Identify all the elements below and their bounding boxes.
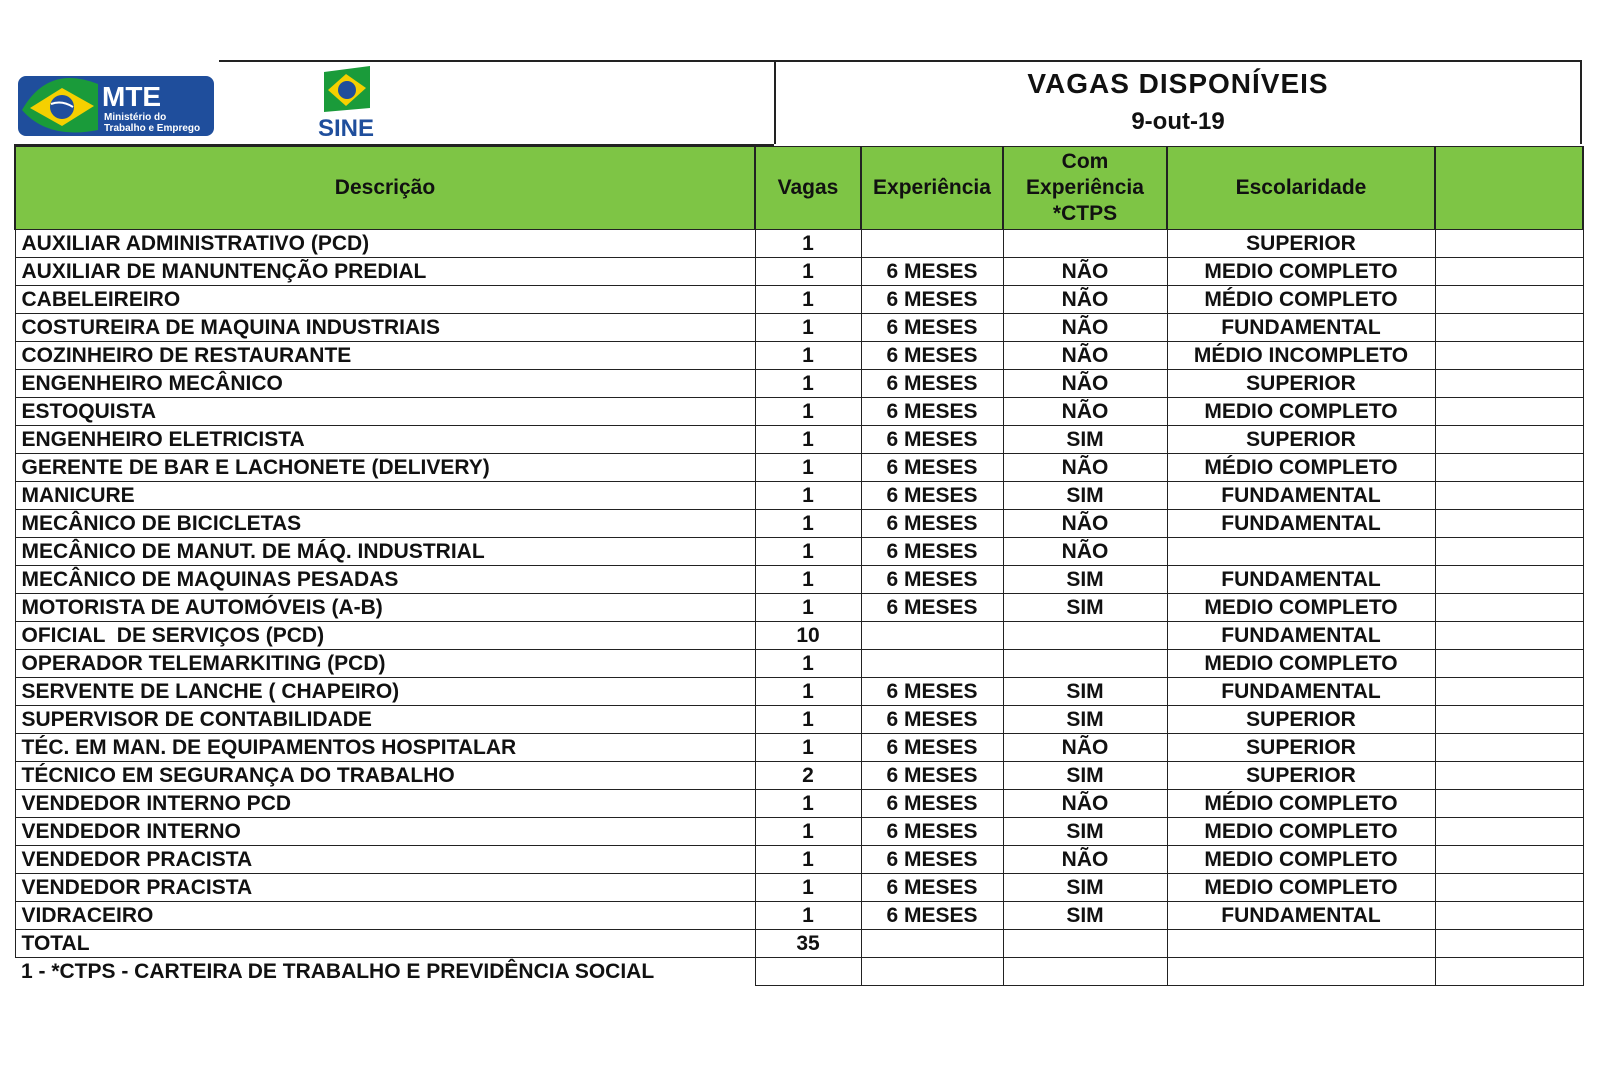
cell-extra bbox=[1435, 650, 1583, 678]
cell-descricao: GERENTE DE BAR E LACHONETE (DELIVERY) bbox=[15, 454, 755, 482]
sheet-header bbox=[14, 60, 1582, 146]
table-row bbox=[15, 314, 1583, 342]
cell-empty bbox=[1003, 958, 1167, 986]
cell-escolaridade: MÉDIO COMPLETO bbox=[1167, 790, 1435, 818]
cell-ctps: NÃO bbox=[1003, 790, 1167, 818]
cell-experiencia: 6 MESES bbox=[861, 594, 1003, 622]
cell-descricao: OPERADOR TELEMARKITING (PCD) bbox=[15, 650, 755, 678]
table-row bbox=[15, 426, 1583, 454]
cell-vagas: 1 bbox=[755, 230, 861, 258]
table-row bbox=[15, 790, 1583, 818]
cell-extra bbox=[1435, 370, 1583, 398]
cell-vagas: 1 bbox=[755, 482, 861, 510]
cell-experiencia: 6 MESES bbox=[861, 818, 1003, 846]
table-body bbox=[15, 230, 1583, 986]
cell-escolaridade: MEDIO COMPLETO bbox=[1167, 398, 1435, 426]
cell-extra bbox=[1435, 230, 1583, 258]
cell-ctps: NÃO bbox=[1003, 510, 1167, 538]
logo-area bbox=[14, 60, 774, 146]
cell-ctps: SIM bbox=[1003, 426, 1167, 454]
cell-extra bbox=[1435, 398, 1583, 426]
cell-experiencia: 6 MESES bbox=[861, 342, 1003, 370]
col-header-ctps-line1: Com bbox=[1061, 150, 1109, 173]
cell-ctps: NÃO bbox=[1003, 286, 1167, 314]
cell-extra bbox=[1435, 538, 1583, 566]
cell-experiencia: 6 MESES bbox=[861, 314, 1003, 342]
cell-extra bbox=[1435, 454, 1583, 482]
cell-descricao: OFICIAL DE SERVIÇOS (PCD) bbox=[15, 622, 755, 650]
cell-ctps: SIM bbox=[1003, 706, 1167, 734]
sine-logo-acronym: SINE bbox=[317, 115, 375, 142]
vacancies-sheet bbox=[14, 60, 1582, 986]
cell-vagas: 1 bbox=[755, 818, 861, 846]
cell-descricao: MECÂNICO DE MAQUINAS PESADAS bbox=[15, 566, 755, 594]
total-label: TOTAL bbox=[15, 930, 755, 958]
cell-vagas: 1 bbox=[755, 594, 861, 622]
cell-experiencia: 6 MESES bbox=[861, 566, 1003, 594]
cell-extra bbox=[1435, 258, 1583, 286]
footnote: 1 - *CTPS - CARTEIRA DE TRABALHO E PREVIDÊNCIA SOCIAL bbox=[15, 958, 755, 986]
cell-escolaridade: MEDIO COMPLETO bbox=[1167, 650, 1435, 678]
cell-escolaridade: SUPERIOR bbox=[1167, 762, 1435, 790]
col-header-extra bbox=[1435, 147, 1583, 230]
cell-escolaridade: MÉDIO INCOMPLETO bbox=[1167, 342, 1435, 370]
cell-experiencia: 6 MESES bbox=[861, 538, 1003, 566]
cell-extra bbox=[1435, 622, 1583, 650]
cell-descricao: SUPERVISOR DE CONTABILIDADE bbox=[15, 706, 755, 734]
table-row bbox=[15, 482, 1583, 510]
cell-ctps: SIM bbox=[1003, 566, 1167, 594]
cell-descricao: TÉC. EM MAN. DE EQUIPAMENTOS HOSPITALAR bbox=[15, 734, 755, 762]
cell-vagas: 1 bbox=[755, 734, 861, 762]
cell-experiencia bbox=[861, 622, 1003, 650]
divider bbox=[14, 144, 774, 146]
cell-extra bbox=[1435, 902, 1583, 930]
cell-vagas: 1 bbox=[755, 426, 861, 454]
cell-ctps: SIM bbox=[1003, 678, 1167, 706]
cell-escolaridade: MEDIO COMPLETO bbox=[1167, 818, 1435, 846]
cell-experiencia bbox=[861, 230, 1003, 258]
col-header-ctps-line2: Experiência bbox=[1026, 176, 1144, 199]
table-row bbox=[15, 706, 1583, 734]
cell-experiencia: 6 MESES bbox=[861, 258, 1003, 286]
table-row bbox=[15, 286, 1583, 314]
cell-escolaridade bbox=[1167, 538, 1435, 566]
sine-logo bbox=[304, 64, 388, 146]
cell-experiencia: 6 MESES bbox=[861, 790, 1003, 818]
table-row bbox=[15, 594, 1583, 622]
cell-empty bbox=[1435, 930, 1583, 958]
cell-descricao: VIDRACEIRO bbox=[15, 902, 755, 930]
table-row bbox=[15, 566, 1583, 594]
cell-escolaridade: MÉDIO COMPLETO bbox=[1167, 454, 1435, 482]
page-date: 9-out-19 bbox=[1131, 108, 1225, 135]
cell-escolaridade: SUPERIOR bbox=[1167, 230, 1435, 258]
table-row bbox=[15, 398, 1583, 426]
cell-descricao: AUXILIAR ADMINISTRATIVO (PCD) bbox=[15, 230, 755, 258]
cell-escolaridade: FUNDAMENTAL bbox=[1167, 314, 1435, 342]
cell-empty bbox=[1003, 930, 1167, 958]
cell-ctps: NÃO bbox=[1003, 398, 1167, 426]
cell-extra bbox=[1435, 762, 1583, 790]
table-header-row bbox=[15, 147, 1583, 230]
cell-vagas: 1 bbox=[755, 874, 861, 902]
cell-vagas: 1 bbox=[755, 286, 861, 314]
cell-vagas: 1 bbox=[755, 650, 861, 678]
cell-ctps: NÃO bbox=[1003, 454, 1167, 482]
cell-extra bbox=[1435, 594, 1583, 622]
cell-experiencia: 6 MESES bbox=[861, 706, 1003, 734]
cell-descricao: MECÂNICO DE BICICLETAS bbox=[15, 510, 755, 538]
sine-flag-globe-icon bbox=[338, 81, 356, 99]
table-row bbox=[15, 258, 1583, 286]
cell-escolaridade: FUNDAMENTAL bbox=[1167, 902, 1435, 930]
cell-vagas: 2 bbox=[755, 762, 861, 790]
cell-descricao: SERVENTE DE LANCHE ( CHAPEIRO) bbox=[15, 678, 755, 706]
cell-experiencia: 6 MESES bbox=[861, 398, 1003, 426]
page-title: VAGAS DISPONÍVEIS bbox=[1027, 68, 1329, 99]
cell-extra bbox=[1435, 678, 1583, 706]
cell-extra bbox=[1435, 706, 1583, 734]
cell-ctps: NÃO bbox=[1003, 538, 1167, 566]
cell-vagas: 1 bbox=[755, 678, 861, 706]
cell-escolaridade: SUPERIOR bbox=[1167, 734, 1435, 762]
cell-empty bbox=[861, 958, 1003, 986]
cell-ctps: NÃO bbox=[1003, 314, 1167, 342]
cell-empty bbox=[1167, 958, 1435, 986]
cell-experiencia: 6 MESES bbox=[861, 370, 1003, 398]
cell-vagas: 1 bbox=[755, 902, 861, 930]
mte-logo bbox=[18, 70, 218, 142]
cell-extra bbox=[1435, 482, 1583, 510]
table-row bbox=[15, 230, 1583, 258]
cell-ctps: SIM bbox=[1003, 818, 1167, 846]
cell-empty bbox=[1167, 930, 1435, 958]
cell-experiencia: 6 MESES bbox=[861, 286, 1003, 314]
mte-logo-line2: Trabalho e Emprego bbox=[104, 123, 201, 134]
cell-descricao: COZINHEIRO DE RESTAURANTE bbox=[15, 342, 755, 370]
cell-experiencia: 6 MESES bbox=[861, 762, 1003, 790]
flag-globe-icon bbox=[50, 95, 74, 119]
table-row bbox=[15, 650, 1583, 678]
cell-escolaridade: FUNDAMENTAL bbox=[1167, 510, 1435, 538]
cell-vagas: 1 bbox=[755, 398, 861, 426]
cell-escolaridade: MEDIO COMPLETO bbox=[1167, 594, 1435, 622]
cell-ctps: NÃO bbox=[1003, 370, 1167, 398]
cell-empty bbox=[755, 958, 861, 986]
cell-escolaridade: FUNDAMENTAL bbox=[1167, 482, 1435, 510]
cell-descricao: ENGENHEIRO MECÂNICO bbox=[15, 370, 755, 398]
cell-experiencia: 6 MESES bbox=[861, 482, 1003, 510]
cell-descricao: COSTUREIRA DE MAQUINA INDUSTRIAIS bbox=[15, 314, 755, 342]
cell-ctps: SIM bbox=[1003, 482, 1167, 510]
cell-vagas: 1 bbox=[755, 566, 861, 594]
cell-descricao: VENDEDOR PRACISTA bbox=[15, 846, 755, 874]
cell-vagas: 1 bbox=[755, 342, 861, 370]
cell-empty bbox=[861, 930, 1003, 958]
table-row bbox=[15, 622, 1583, 650]
cell-vagas: 1 bbox=[755, 454, 861, 482]
cell-ctps: SIM bbox=[1003, 762, 1167, 790]
cell-vagas: 1 bbox=[755, 510, 861, 538]
cell-ctps: NÃO bbox=[1003, 342, 1167, 370]
cell-extra bbox=[1435, 874, 1583, 902]
mte-logo-line1: Ministério do bbox=[104, 112, 167, 123]
cell-descricao: VENDEDOR PRACISTA bbox=[15, 874, 755, 902]
cell-ctps: SIM bbox=[1003, 594, 1167, 622]
col-header-ctps bbox=[1003, 147, 1167, 230]
cell-ctps bbox=[1003, 650, 1167, 678]
mte-logo-acronym: MTE bbox=[102, 81, 162, 112]
cell-vagas: 1 bbox=[755, 706, 861, 734]
table-row bbox=[15, 538, 1583, 566]
cell-experiencia: 6 MESES bbox=[861, 846, 1003, 874]
title-box bbox=[774, 60, 1582, 144]
cell-vagas: 1 bbox=[755, 846, 861, 874]
col-header-experiencia: Experiência bbox=[861, 147, 1003, 230]
cell-escolaridade: SUPERIOR bbox=[1167, 370, 1435, 398]
table-row bbox=[15, 846, 1583, 874]
cell-descricao: TÉCNICO EM SEGURANÇA DO TRABALHO bbox=[15, 762, 755, 790]
col-header-descricao: Descrição bbox=[15, 147, 755, 230]
cell-ctps: NÃO bbox=[1003, 734, 1167, 762]
cell-experiencia: 6 MESES bbox=[861, 734, 1003, 762]
cell-experiencia: 6 MESES bbox=[861, 426, 1003, 454]
cell-extra bbox=[1435, 734, 1583, 762]
cell-experiencia: 6 MESES bbox=[861, 874, 1003, 902]
cell-empty bbox=[1435, 958, 1583, 986]
col-header-ctps-line3: *CTPS bbox=[1052, 202, 1118, 225]
cell-ctps: NÃO bbox=[1003, 258, 1167, 286]
table-row bbox=[15, 370, 1583, 398]
divider bbox=[219, 60, 774, 62]
cell-experiencia: 6 MESES bbox=[861, 678, 1003, 706]
cell-descricao: MANICURE bbox=[15, 482, 755, 510]
total-vagas: 35 bbox=[755, 930, 861, 958]
cell-vagas: 1 bbox=[755, 370, 861, 398]
cell-experiencia: 6 MESES bbox=[861, 902, 1003, 930]
cell-ctps bbox=[1003, 230, 1167, 258]
table-row bbox=[15, 678, 1583, 706]
table-row bbox=[15, 342, 1583, 370]
cell-extra bbox=[1435, 818, 1583, 846]
cell-extra bbox=[1435, 566, 1583, 594]
cell-escolaridade: SUPERIOR bbox=[1167, 426, 1435, 454]
cell-escolaridade: MEDIO COMPLETO bbox=[1167, 846, 1435, 874]
cell-vagas: 1 bbox=[755, 258, 861, 286]
cell-vagas: 1 bbox=[755, 314, 861, 342]
cell-ctps: NÃO bbox=[1003, 846, 1167, 874]
cell-vagas: 10 bbox=[755, 622, 861, 650]
cell-escolaridade: FUNDAMENTAL bbox=[1167, 566, 1435, 594]
cell-extra bbox=[1435, 846, 1583, 874]
table-row bbox=[15, 762, 1583, 790]
cell-vagas: 1 bbox=[755, 790, 861, 818]
vacancies-table bbox=[14, 146, 1584, 986]
col-header-escolaridade: Escolaridade bbox=[1167, 147, 1435, 230]
cell-ctps: SIM bbox=[1003, 874, 1167, 902]
cell-extra bbox=[1435, 426, 1583, 454]
cell-descricao: AUXILIAR DE MANUNTENÇÃO PREDIAL bbox=[15, 258, 755, 286]
table-row bbox=[15, 902, 1583, 930]
footnote-row bbox=[15, 958, 1583, 986]
table-row bbox=[15, 510, 1583, 538]
cell-escolaridade: FUNDAMENTAL bbox=[1167, 678, 1435, 706]
cell-descricao: VENDEDOR INTERNO PCD bbox=[15, 790, 755, 818]
cell-extra bbox=[1435, 286, 1583, 314]
cell-escolaridade: MÉDIO COMPLETO bbox=[1167, 286, 1435, 314]
cell-descricao: ESTOQUISTA bbox=[15, 398, 755, 426]
cell-extra bbox=[1435, 342, 1583, 370]
table-row bbox=[15, 454, 1583, 482]
cell-descricao: MOTORISTA DE AUTOMÓVEIS (A-B) bbox=[15, 594, 755, 622]
cell-experiencia: 6 MESES bbox=[861, 454, 1003, 482]
cell-extra bbox=[1435, 314, 1583, 342]
table-row bbox=[15, 874, 1583, 902]
table-row bbox=[15, 734, 1583, 762]
cell-escolaridade: FUNDAMENTAL bbox=[1167, 622, 1435, 650]
cell-experiencia bbox=[861, 650, 1003, 678]
cell-extra bbox=[1435, 790, 1583, 818]
cell-descricao: MECÂNICO DE MANUT. DE MÁQ. INDUSTRIAL bbox=[15, 538, 755, 566]
cell-escolaridade: MEDIO COMPLETO bbox=[1167, 258, 1435, 286]
cell-descricao: ENGENHEIRO ELETRICISTA bbox=[15, 426, 755, 454]
cell-extra bbox=[1435, 510, 1583, 538]
table-row bbox=[15, 818, 1583, 846]
cell-descricao: VENDEDOR INTERNO bbox=[15, 818, 755, 846]
cell-vagas: 1 bbox=[755, 538, 861, 566]
cell-escolaridade: SUPERIOR bbox=[1167, 706, 1435, 734]
col-header-vagas: Vagas bbox=[755, 147, 861, 230]
cell-descricao: CABELEIREIRO bbox=[15, 286, 755, 314]
total-row bbox=[15, 930, 1583, 958]
cell-escolaridade: MEDIO COMPLETO bbox=[1167, 874, 1435, 902]
cell-ctps: SIM bbox=[1003, 902, 1167, 930]
cell-experiencia: 6 MESES bbox=[861, 510, 1003, 538]
cell-ctps bbox=[1003, 622, 1167, 650]
